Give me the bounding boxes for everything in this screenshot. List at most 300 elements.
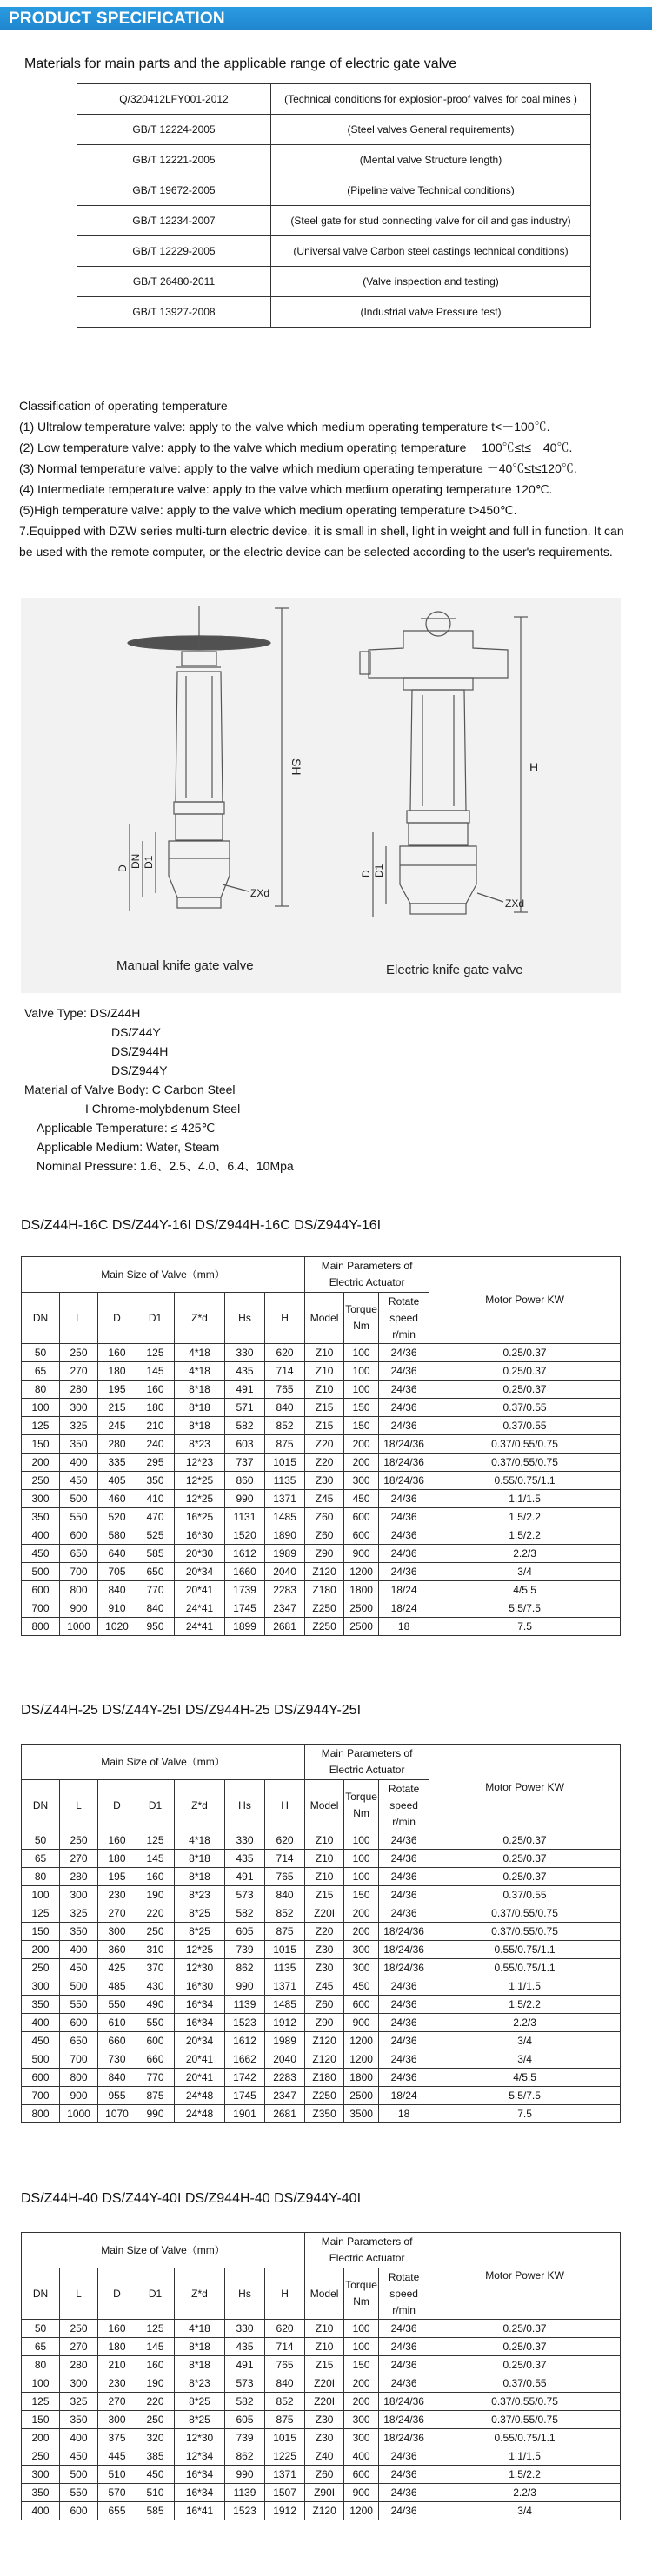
table-cell: 1135 xyxy=(265,1959,305,1977)
table-cell: 160 xyxy=(136,2356,175,2374)
table-cell: 160 xyxy=(98,2320,136,2338)
table-cell: Z90I xyxy=(305,2484,344,2502)
table-cell: 20*34 xyxy=(175,2032,225,2050)
table-cell: 445 xyxy=(98,2447,136,2466)
section-banner xyxy=(0,7,652,30)
table-cell: 714 xyxy=(265,1850,305,1868)
table-cell: 550 xyxy=(98,1996,136,2014)
table-cell: 24*48 xyxy=(175,2087,225,2105)
table-cell: Z180 xyxy=(305,1581,344,1599)
table-cell: 600 xyxy=(22,1581,60,1599)
table-cell: 1131 xyxy=(225,1508,265,1526)
column-header: Model xyxy=(305,1293,344,1344)
table-row xyxy=(22,2466,621,2484)
table-cell: 650 xyxy=(60,1545,98,1563)
table-cell: 765 xyxy=(265,1381,305,1399)
table-cell: 2283 xyxy=(265,1581,305,1599)
table-row xyxy=(22,1344,621,1362)
table-cell: 875 xyxy=(265,1435,305,1454)
electric-device-note: 7.Equipped with DZW series multi-turn electric device, it is small in shell, light in weight and full in function. It can be used with the remote computer, or the electric device can be selected according to the user's requirements. xyxy=(19,524,624,559)
table-cell: 210 xyxy=(98,2356,136,2374)
table-cell: 160 xyxy=(98,1831,136,1850)
table-cell: Z10 xyxy=(305,1868,344,1886)
table-cell: 385 xyxy=(136,2447,175,2466)
table-cell: 100 xyxy=(22,1399,60,1417)
table-cell: 150 xyxy=(344,1417,379,1435)
table-cell: 270 xyxy=(98,1904,136,1923)
table-row xyxy=(22,1886,621,1904)
dim-d1-label-electric: D1 xyxy=(373,864,385,877)
table-cell: 650 xyxy=(136,1563,175,1581)
table-cell: 700 xyxy=(22,2087,60,2105)
table-cell: 1015 xyxy=(265,2429,305,2447)
table-cell: 739 xyxy=(225,2429,265,2447)
table-cell: 24/36 xyxy=(379,1850,429,1868)
table-cell: 100 xyxy=(22,2374,60,2393)
table-cell: 0.37/0.55/0.75 xyxy=(429,1454,621,1472)
table-cell: 8*25 xyxy=(175,1904,225,1923)
table-cell: 1612 xyxy=(225,1545,265,1563)
table-cell: 24/36 xyxy=(379,2466,429,2484)
table-cell: 160 xyxy=(136,1868,175,1886)
table-cell: 24/36 xyxy=(379,1996,429,2014)
table-cell: Z60 xyxy=(305,1996,344,2014)
table-row xyxy=(22,1490,621,1508)
table-cell: Z10 xyxy=(305,1850,344,1868)
table-cell: 450 xyxy=(22,1545,60,1563)
table-cell: 330 xyxy=(225,1344,265,1362)
table-cell: 24/36 xyxy=(379,1831,429,1850)
table-cell: 620 xyxy=(265,1831,305,1850)
table-cell: 65 xyxy=(22,2338,60,2356)
table-cell: 0.55/0.75/1.1 xyxy=(429,1472,621,1490)
table-cell: 8*18 xyxy=(175,1850,225,1868)
table-row xyxy=(22,2338,621,2356)
table-cell: Z90 xyxy=(305,1545,344,1563)
table-row xyxy=(22,1526,621,1545)
valve-type-item: DS/Z944H xyxy=(111,1044,169,1058)
standard-row xyxy=(77,206,591,236)
table-cell: 8*23 xyxy=(175,1435,225,1454)
table-cell: 125 xyxy=(136,1831,175,1850)
table-cell: 470 xyxy=(136,1508,175,1526)
table-cell: 500 xyxy=(22,1563,60,1581)
table-cell: 1.1/1.5 xyxy=(429,1490,621,1508)
table-cell: 220 xyxy=(136,1904,175,1923)
banner-title: PRODUCT SPECIFICATION xyxy=(9,10,225,28)
table-cell: Z20I xyxy=(305,1904,344,1923)
table-cell: 16*34 xyxy=(175,2014,225,2032)
table-cell: 270 xyxy=(98,2393,136,2411)
table-row xyxy=(22,1545,621,1563)
table-cell: Z10 xyxy=(305,1344,344,1362)
column-header: DN xyxy=(22,1293,60,1344)
table-cell: 80 xyxy=(22,1868,60,1886)
table-cell: 550 xyxy=(136,2014,175,2032)
table-cell: 2040 xyxy=(265,1563,305,1581)
table-cell: 450 xyxy=(136,2466,175,2484)
standard-code: GB/T 19672-2005 xyxy=(77,175,271,206)
table-cell: 8*25 xyxy=(175,1923,225,1941)
table-cell: Z30 xyxy=(305,2429,344,2447)
dim-zxd-label-electric: ZXd xyxy=(505,897,525,910)
standard-description: (Technical conditions for explosion-proof valves for coal mines ) xyxy=(271,84,591,115)
table-cell: 582 xyxy=(225,1904,265,1923)
table-cell: 24*41 xyxy=(175,1618,225,1636)
table-cell: 8*18 xyxy=(175,1399,225,1417)
table-cell: 125 xyxy=(22,1417,60,1435)
column-header: D xyxy=(98,1293,136,1344)
column-header: H xyxy=(265,1780,305,1831)
table-cell: 100 xyxy=(22,1886,60,1904)
actuator-header: Main Parameters of Electric Actuator xyxy=(305,1257,429,1293)
column-header: Torque Nm xyxy=(344,1293,379,1344)
table-cell: 405 xyxy=(98,1472,136,1490)
table-cell: 375 xyxy=(98,2429,136,2447)
table-cell: 0.55/0.75/1.1 xyxy=(429,2429,621,2447)
table-cell: 400 xyxy=(22,1526,60,1545)
table-cell: 765 xyxy=(265,1868,305,1886)
table-cell: Z15 xyxy=(305,1886,344,1904)
column-header: Model xyxy=(305,1780,344,1831)
table-cell: 2.2/3 xyxy=(429,1545,621,1563)
table-cell: 500 xyxy=(60,1977,98,1996)
table-cell: 24/36 xyxy=(379,1563,429,1581)
table-cell: 1523 xyxy=(225,2014,265,2032)
table-cell: 1485 xyxy=(265,1996,305,2014)
table-cell: 860 xyxy=(225,1472,265,1490)
standards-table xyxy=(77,83,591,328)
main-size-header: Main Size of Valve（mm） xyxy=(22,2233,305,2268)
table-cell: 0.37/0.55/0.75 xyxy=(429,2393,621,2411)
table-cell: 220 xyxy=(136,2393,175,2411)
table-cell: Z120 xyxy=(305,2032,344,2050)
table-row xyxy=(22,2032,621,2050)
temperature-item: (4) Intermediate temperature valve: apply to the valve which medium operating temperature 120℃. xyxy=(19,482,553,496)
table-cell: 200 xyxy=(344,1923,379,1941)
table-cell: 12*34 xyxy=(175,2447,225,2466)
table-cell: 18/24/36 xyxy=(379,1435,429,1454)
table-cell: Z30 xyxy=(305,1472,344,1490)
table-cell: 12*25 xyxy=(175,1941,225,1959)
table-row xyxy=(22,1435,621,1454)
table-cell: 24/36 xyxy=(379,1977,429,1996)
table-cell: 600 xyxy=(60,2502,98,2520)
table-cell: 605 xyxy=(225,1923,265,1941)
table-cell: 350 xyxy=(60,2411,98,2429)
table-cell: 2.2/3 xyxy=(429,2014,621,2032)
table-row xyxy=(22,1959,621,1977)
table-cell: 990 xyxy=(225,1490,265,1508)
table-cell: 125 xyxy=(136,2320,175,2338)
table-cell: 24*41 xyxy=(175,1599,225,1618)
table-cell: 240 xyxy=(136,1435,175,1454)
table-title-16: DS/Z44H-16C DS/Z44Y-16I DS/Z944H-16C DS/Z944Y-16I xyxy=(21,1218,382,1233)
table-cell: 5.5/7.5 xyxy=(429,2087,621,2105)
valve-type: Valve Type: DS/Z44H xyxy=(24,1006,141,1020)
table-cell: 0.55/0.75/1.1 xyxy=(429,1959,621,1977)
table-cell: 840 xyxy=(136,1599,175,1618)
nominal-pressure: Nominal Pressure: 1.6、2.5、4.0、6.4、10Mpa xyxy=(37,1159,294,1173)
table-cell: 18 xyxy=(379,2105,429,2123)
table-row xyxy=(22,1381,621,1399)
temperature-item: (1) Ultralow temperature valve: apply to the valve which medium operating temperature t<－100℃. xyxy=(19,420,550,434)
table-cell: 1.1/1.5 xyxy=(429,2447,621,2466)
table-cell: 739 xyxy=(225,1941,265,1959)
table-cell: 270 xyxy=(60,1362,98,1381)
table-cell: 660 xyxy=(98,2032,136,2050)
table-row xyxy=(22,2502,621,2520)
table-cell: 8*25 xyxy=(175,2393,225,2411)
dim-zxd-label: ZXd xyxy=(250,887,270,899)
table-cell: 3/4 xyxy=(429,2032,621,2050)
table-cell: Z120 xyxy=(305,1563,344,1581)
table-cell: 571 xyxy=(225,1399,265,1417)
table-cell: 125 xyxy=(22,1904,60,1923)
standard-row xyxy=(77,267,591,297)
table-cell: 16*34 xyxy=(175,2484,225,2502)
dim-d1-label: D1 xyxy=(143,855,155,869)
table-cell: 16*41 xyxy=(175,2502,225,2520)
table-cell: 1200 xyxy=(344,2502,379,2520)
table-cell: 510 xyxy=(136,2484,175,2502)
table-cell: 0.25/0.37 xyxy=(429,1381,621,1399)
table-cell: 2347 xyxy=(265,1599,305,1618)
table-cell: 100 xyxy=(344,1381,379,1399)
table-cell: 350 xyxy=(22,1508,60,1526)
table-cell: 80 xyxy=(22,2356,60,2374)
table-cell: 4/5.5 xyxy=(429,2069,621,2087)
table-cell: 2500 xyxy=(344,2087,379,2105)
main-size-header: Main Size of Valve（mm） xyxy=(22,1257,305,1293)
table-cell: 910 xyxy=(98,1599,136,1618)
table-cell: 125 xyxy=(22,2393,60,2411)
table-cell: 585 xyxy=(136,1545,175,1563)
table-cell: Z10 xyxy=(305,1831,344,1850)
table-cell: 8*18 xyxy=(175,2356,225,2374)
table-cell: 3/4 xyxy=(429,2502,621,2520)
table-cell: 840 xyxy=(265,1886,305,1904)
spec-table-16 xyxy=(21,1256,621,1636)
table-cell: 852 xyxy=(265,2393,305,2411)
table-cell: 180 xyxy=(98,2338,136,2356)
table-cell: 1135 xyxy=(265,1472,305,1490)
table-cell: 4*18 xyxy=(175,1344,225,1362)
table-row xyxy=(22,1618,621,1636)
table-cell: 250 xyxy=(22,1959,60,1977)
table-cell: 300 xyxy=(60,2374,98,2393)
table-cell: 1.5/2.2 xyxy=(429,1526,621,1545)
table-cell: Z250 xyxy=(305,2087,344,2105)
table-cell: 180 xyxy=(98,1850,136,1868)
table-cell: 0.37/0.55/0.75 xyxy=(429,1435,621,1454)
table-header-row xyxy=(22,1745,621,1780)
table-cell: 990 xyxy=(225,2466,265,2484)
standard-description: (Universal valve Carbon steel castings technical conditions) xyxy=(271,236,591,267)
table-cell: 1662 xyxy=(225,2050,265,2069)
table-cell: 16*25 xyxy=(175,1508,225,1526)
table-cell: 1371 xyxy=(265,2466,305,2484)
table-cell: 3/4 xyxy=(429,2050,621,2069)
table-cell: 600 xyxy=(344,1996,379,2014)
table-cell: 20*34 xyxy=(175,1563,225,1581)
table-cell: 24/36 xyxy=(379,1399,429,1417)
table-cell: 0.37/0.55/0.75 xyxy=(429,1904,621,1923)
standard-description: (Steel valves General requirements) xyxy=(271,115,591,145)
table-cell: 1612 xyxy=(225,2032,265,2050)
table-cell: 1739 xyxy=(225,1581,265,1599)
table-header-row xyxy=(22,2233,621,2268)
table-cell: 24/36 xyxy=(379,2032,429,2050)
standard-code: GB/T 12224-2005 xyxy=(77,115,271,145)
table-row xyxy=(22,2356,621,2374)
table-cell: 24/36 xyxy=(379,2338,429,2356)
table-cell: 862 xyxy=(225,2447,265,2466)
table-cell: 210 xyxy=(136,1417,175,1435)
table-cell: 300 xyxy=(60,1399,98,1417)
table-cell: 245 xyxy=(98,1417,136,1435)
standard-row xyxy=(77,297,591,328)
valve-specs xyxy=(24,1003,294,1175)
table-cell: 450 xyxy=(344,1977,379,1996)
column-header: D1 xyxy=(136,1780,175,1831)
table-row xyxy=(22,1868,621,1886)
table-cell: 24/36 xyxy=(379,1362,429,1381)
standard-description: (Steel gate for stud connecting valve for oil and gas industry) xyxy=(271,206,591,236)
table-cell: 4*18 xyxy=(175,2320,225,2338)
table-cell: 875 xyxy=(265,2411,305,2429)
table-cell: 435 xyxy=(225,2338,265,2356)
table-cell: Z10 xyxy=(305,1381,344,1399)
table-cell: 840 xyxy=(98,2069,136,2087)
table-cell: 730 xyxy=(98,2050,136,2069)
table-row xyxy=(22,2484,621,2502)
table-cell: Z60 xyxy=(305,1526,344,1545)
table-cell: 12*25 xyxy=(175,1490,225,1508)
table-cell: 1745 xyxy=(225,2087,265,2105)
table-cell: 603 xyxy=(225,1435,265,1454)
table-cell: 800 xyxy=(22,2105,60,2123)
table-cell: 840 xyxy=(265,2374,305,2393)
table-cell: 7.5 xyxy=(429,1618,621,1636)
table-cell: 24/36 xyxy=(379,2069,429,2087)
table-cell: 100 xyxy=(344,2320,379,2338)
table-cell: 12*30 xyxy=(175,2429,225,2447)
table-cell: 582 xyxy=(225,2393,265,2411)
table-cell: 450 xyxy=(60,1959,98,1977)
table-cell: 0.37/0.55 xyxy=(429,1417,621,1435)
table-cell: 5.5/7.5 xyxy=(429,1599,621,1618)
table-cell: 770 xyxy=(136,1581,175,1599)
column-header: Z*d xyxy=(175,1293,225,1344)
table-cell: Z15 xyxy=(305,1399,344,1417)
table-cell: 310 xyxy=(136,1941,175,1959)
table-row xyxy=(22,1417,621,1435)
column-header: D xyxy=(98,1780,136,1831)
table-cell: 100 xyxy=(344,1344,379,1362)
table-cell: Z30 xyxy=(305,1959,344,1977)
table-cell: 900 xyxy=(344,2484,379,2502)
table-row xyxy=(22,1977,621,1996)
table-cell: 100 xyxy=(344,1868,379,1886)
table-cell: 18/24/36 xyxy=(379,1923,429,1941)
table-cell: 852 xyxy=(265,1417,305,1435)
temperature-title: Classification of operating temperature xyxy=(19,399,228,413)
table-cell: Z15 xyxy=(305,1417,344,1435)
table-cell: 852 xyxy=(265,1904,305,1923)
table-cell: 573 xyxy=(225,2374,265,2393)
table-cell: 24/36 xyxy=(379,2484,429,2502)
table-cell: 875 xyxy=(136,2087,175,2105)
table-cell: Z20 xyxy=(305,1454,344,1472)
table-cell: 24/36 xyxy=(379,1508,429,1526)
table-cell: 250 xyxy=(60,1831,98,1850)
table-cell: 300 xyxy=(344,1941,379,1959)
table-cell: 180 xyxy=(136,1399,175,1417)
table-cell: 1371 xyxy=(265,1977,305,1996)
table-cell: 1.5/2.2 xyxy=(429,1996,621,2014)
table-cell: 1912 xyxy=(265,2502,305,2520)
standard-code: GB/T 12221-2005 xyxy=(77,145,271,175)
table-cell: 425 xyxy=(98,1959,136,1977)
main-size-header: Main Size of Valve（mm） xyxy=(22,1745,305,1780)
table-cell: 280 xyxy=(60,1868,98,1886)
table-cell: Z90 xyxy=(305,2014,344,2032)
column-header: DN xyxy=(22,1780,60,1831)
table-cell: 1000 xyxy=(60,2105,98,2123)
table-cell: 180 xyxy=(98,1362,136,1381)
standard-row xyxy=(77,236,591,267)
table-cell: 800 xyxy=(60,2069,98,2087)
table-cell: 525 xyxy=(136,1526,175,1545)
table-cell: 705 xyxy=(98,1563,136,1581)
table-cell: 0.37/0.55 xyxy=(429,1886,621,1904)
body-material: Material of Valve Body: C Carbon Steel xyxy=(24,1083,236,1096)
table-cell: 18/24 xyxy=(379,1581,429,1599)
table-cell: 737 xyxy=(225,1454,265,1472)
column-header: Rotate speed r/min xyxy=(379,1780,429,1831)
table-cell: 550 xyxy=(60,1996,98,2014)
table-cell: 1890 xyxy=(265,1526,305,1545)
table-cell: 1225 xyxy=(265,2447,305,2466)
table-cell: 600 xyxy=(60,1526,98,1545)
table-cell: 280 xyxy=(60,2356,98,2374)
table-cell: 600 xyxy=(60,2014,98,2032)
table-cell: 900 xyxy=(60,1599,98,1618)
table-cell: 1.5/2.2 xyxy=(429,2466,621,2484)
table-cell: 250 xyxy=(22,2447,60,2466)
table-cell: 0.25/0.37 xyxy=(429,2356,621,2374)
table-cell: 50 xyxy=(22,2320,60,2338)
table-cell: 1800 xyxy=(344,1581,379,1599)
table-cell: 1.1/1.5 xyxy=(429,1977,621,1996)
table-cell: 1139 xyxy=(225,2484,265,2502)
table-cell: 491 xyxy=(225,2356,265,2374)
table-cell: 24/36 xyxy=(379,1344,429,1362)
column-header: L xyxy=(60,2268,98,2320)
table-cell: 500 xyxy=(60,2466,98,2484)
table-cell: 800 xyxy=(22,1618,60,1636)
electric-valve-caption: Electric knife gate valve xyxy=(386,963,523,977)
table-cell: 600 xyxy=(22,2069,60,2087)
column-header: D1 xyxy=(136,2268,175,2320)
table-cell: 18 xyxy=(379,1618,429,1636)
table-cell: 3500 xyxy=(344,2105,379,2123)
table-cell: 1000 xyxy=(60,1618,98,1636)
motor-power-header: Motor Power KW xyxy=(429,1745,621,1831)
table-cell: 12*30 xyxy=(175,1959,225,1977)
table-cell: 50 xyxy=(22,1344,60,1362)
